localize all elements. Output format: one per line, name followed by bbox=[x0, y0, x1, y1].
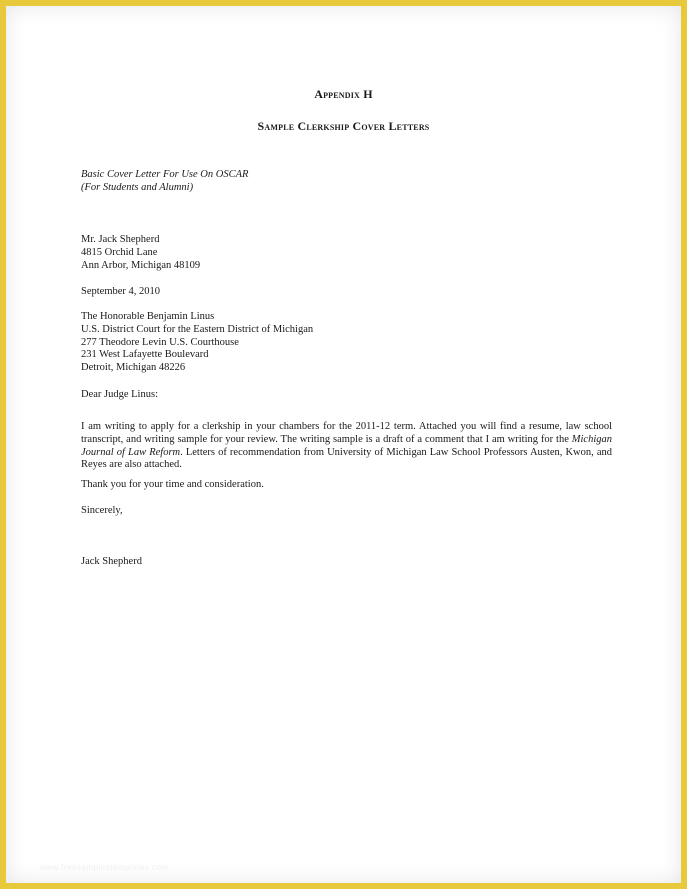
subtitle-line: (For Students and Alumni) bbox=[81, 181, 194, 193]
signature-text: Jack Shepherd bbox=[81, 556, 142, 567]
sender-street: 4815 Orchid Lane bbox=[81, 246, 158, 258]
recipient-building: 277 Theodore Levin U.S. Courthouse bbox=[81, 336, 239, 348]
subtitle-line: Basic Cover Letter For Use On OSCAR bbox=[81, 169, 249, 180]
recipient-city: Detroit, Michigan 48226 bbox=[81, 362, 186, 374]
letter-body bbox=[81, 421, 612, 472]
salutation-text: Dear Judge Linus: bbox=[81, 389, 158, 400]
watermark: www.freesamplestemplates.com bbox=[40, 863, 169, 872]
letter-date bbox=[81, 286, 611, 299]
closing bbox=[81, 505, 611, 518]
appendix-heading: Appendix H bbox=[314, 87, 373, 101]
letter-subtitle bbox=[81, 169, 611, 195]
body-text-part: . Letters of recommendation from University of Michigan Law School Professors Austen, Kwon, and Reyes are also attached. bbox=[81, 446, 612, 471]
sender-address bbox=[81, 234, 611, 272]
date-text: September 4, 2010 bbox=[81, 286, 161, 297]
document-page bbox=[6, 6, 681, 883]
journal-name: Michigan Journal of Law Reform bbox=[81, 433, 612, 458]
recipient-address bbox=[81, 311, 611, 375]
body-text-part: I am writing to apply for a clerkship in your chambers for the 2011-12 term. Attached you will find a resume, law school transcript, and writing sample for your review. The writing sample is a draft of a comment that I am writing for the bbox=[81, 421, 612, 445]
document-title: Sample Clerkship Cover Letters bbox=[257, 119, 430, 133]
salutation bbox=[81, 389, 611, 402]
signature bbox=[81, 556, 611, 569]
closing-text: Sincerely, bbox=[81, 505, 123, 516]
thanks-text: Thank you for your time and consideration. bbox=[81, 479, 264, 490]
recipient-name: The Honorable Benjamin Linus bbox=[81, 311, 215, 322]
recipient-court: U.S. District Court for the Eastern District of Michigan bbox=[81, 323, 314, 335]
sender-name: Mr. Jack Shepherd bbox=[81, 234, 160, 245]
thanks-line bbox=[81, 479, 611, 492]
sender-city: Ann Arbor, Michigan 48109 bbox=[81, 259, 201, 271]
recipient-street: 231 West Lafayette Boulevard bbox=[81, 349, 209, 361]
